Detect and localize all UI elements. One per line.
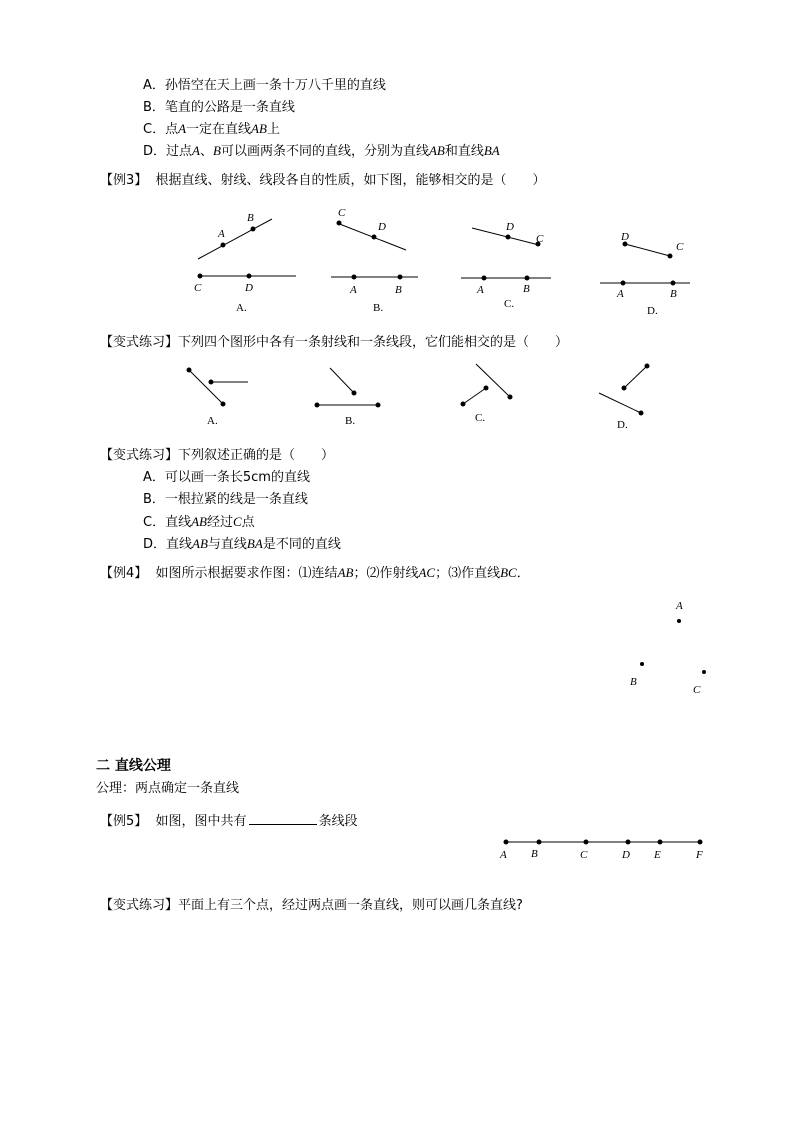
option-d-pre: D．过点 <box>143 144 193 159</box>
option-c-mid: 经过 <box>206 515 233 530</box>
option-d-mid: 与直线 <box>207 537 247 552</box>
line-label: AB <box>251 121 267 136</box>
line-label: AB <box>337 565 354 580</box>
fig-c-label-a: A <box>477 284 484 296</box>
point-c <box>584 840 588 844</box>
option-c-post: 上 <box>266 122 280 137</box>
variant2-tag: 【变式练习】 <box>100 448 179 463</box>
variant1-caption-b: B. <box>345 415 356 427</box>
variant2-text: 下列叙述正确的是（ ） <box>178 448 335 463</box>
line-label: AB <box>428 143 445 158</box>
point-label: B <box>212 143 221 158</box>
point-d <box>626 840 630 844</box>
example5-label-c: C <box>580 849 588 861</box>
example4-text-3: ；⑶作直线 <box>435 566 501 581</box>
axiom-text: 公理：两点确定一条直线 <box>96 781 240 796</box>
point-b <box>537 840 541 844</box>
option-c-pre: C．点 <box>143 122 179 137</box>
fig-c-label-c: C <box>536 233 544 245</box>
variant2-option-b: B．一根拉紧的线是一条直线 <box>143 492 308 507</box>
variant3-tag: 【变式练习】 <box>100 898 179 913</box>
variant1-tag: 【变式练习】 <box>100 335 179 350</box>
option-d-mid: 可以画两条不同的直线，分别为直线 <box>220 144 429 159</box>
example5-tag: 【例5】 <box>100 814 148 829</box>
line-label: AC <box>418 565 436 580</box>
fig-d-caption: D. <box>647 305 658 317</box>
point-label: A <box>178 121 187 136</box>
option-a: A．孙悟空在天上画一条十万八千里的直线 <box>143 78 386 93</box>
option-d-pre: D．直线 <box>143 537 193 552</box>
fig-a-caption: A. <box>236 302 247 314</box>
fig-c-label-b: B <box>523 283 530 295</box>
variant1-caption-c: C. <box>475 412 486 424</box>
variant1-caption-a: A. <box>207 415 218 427</box>
variant1-caption-d: D. <box>617 419 628 431</box>
option-c-pre: C．直线 <box>143 515 192 530</box>
section-heading: 二 直线公理 <box>96 758 171 774</box>
point-a <box>504 840 508 844</box>
example3-tag: 【例3】 <box>100 173 148 188</box>
example4-text-pre: 如图所示根据要求作图：⑴连结 <box>155 566 338 581</box>
fig-b-label-a: A <box>350 284 357 296</box>
option-c-post: 点 <box>241 515 255 530</box>
variant3-text: 平面上有三个点，经过两点画一条直线，则可以画几条直线? <box>178 898 523 913</box>
line-label: AB <box>192 536 208 551</box>
line-label: BA <box>483 143 500 158</box>
fig-b-caption: B. <box>373 302 384 314</box>
variant1-text: 下列四个图形中各有一条射线和一条线段，它们能相交的是（ ） <box>178 335 569 350</box>
fig-c-label-d: D <box>506 221 514 233</box>
fig-a-label-b: B <box>247 212 254 224</box>
example5-label-b: B <box>531 848 538 860</box>
line-label: BC <box>500 565 517 580</box>
fig-d-label-a: A <box>617 288 624 300</box>
fig-b-label-b: B <box>395 284 402 296</box>
fig-a-label-d: D <box>245 282 253 294</box>
example4-text-end: ． <box>516 566 530 581</box>
option-d-sep: 、 <box>199 144 213 159</box>
example3-text: 根据直线、射线、线段各自的性质，如下图，能够相交的是（ ） <box>155 173 546 188</box>
example5-text-pre: 如图，图中共有 <box>155 814 247 829</box>
variant2-option-a: A．可以画一条长5cm的直线 <box>143 470 310 485</box>
fig-d-label-c: C <box>676 241 684 253</box>
example4-tag: 【例4】 <box>100 566 148 581</box>
option-d-post: 是不同的直线 <box>262 537 341 552</box>
example4-text-2: ；⑵作射线 <box>353 566 419 581</box>
variant3-question <box>100 898 523 914</box>
example5-label-d: D <box>622 849 630 861</box>
line-label: BA <box>246 536 263 551</box>
fig-a-label-a: A <box>218 228 225 240</box>
point-f <box>698 840 702 844</box>
option-c-mid: 一定在直线 <box>186 122 252 137</box>
point-e <box>658 840 662 844</box>
example4-label-a: A <box>676 600 683 612</box>
fig-a-label-c: C <box>194 282 202 294</box>
example5-label-e: E <box>654 849 661 861</box>
line-label: AB <box>191 514 207 529</box>
fig-b-label-c: C <box>338 207 346 219</box>
example4-label-c: C <box>693 684 701 696</box>
option-b: B．笔直的公路是一条直线 <box>143 100 295 115</box>
example4-label-b: B <box>630 676 637 688</box>
fig-d-label-b: B <box>670 288 677 300</box>
fig-d-label-d: D <box>621 231 629 243</box>
fig-b-label-d: D <box>378 221 386 233</box>
point-label: A <box>192 143 200 158</box>
fig-c-caption: C. <box>504 298 515 310</box>
option-d-and: 和直线 <box>444 144 484 159</box>
point-label: C <box>232 514 242 529</box>
example5-text-post: 条线段 <box>318 814 358 829</box>
example5-label-f: F <box>696 849 703 861</box>
example5-label-a: A <box>500 849 507 861</box>
